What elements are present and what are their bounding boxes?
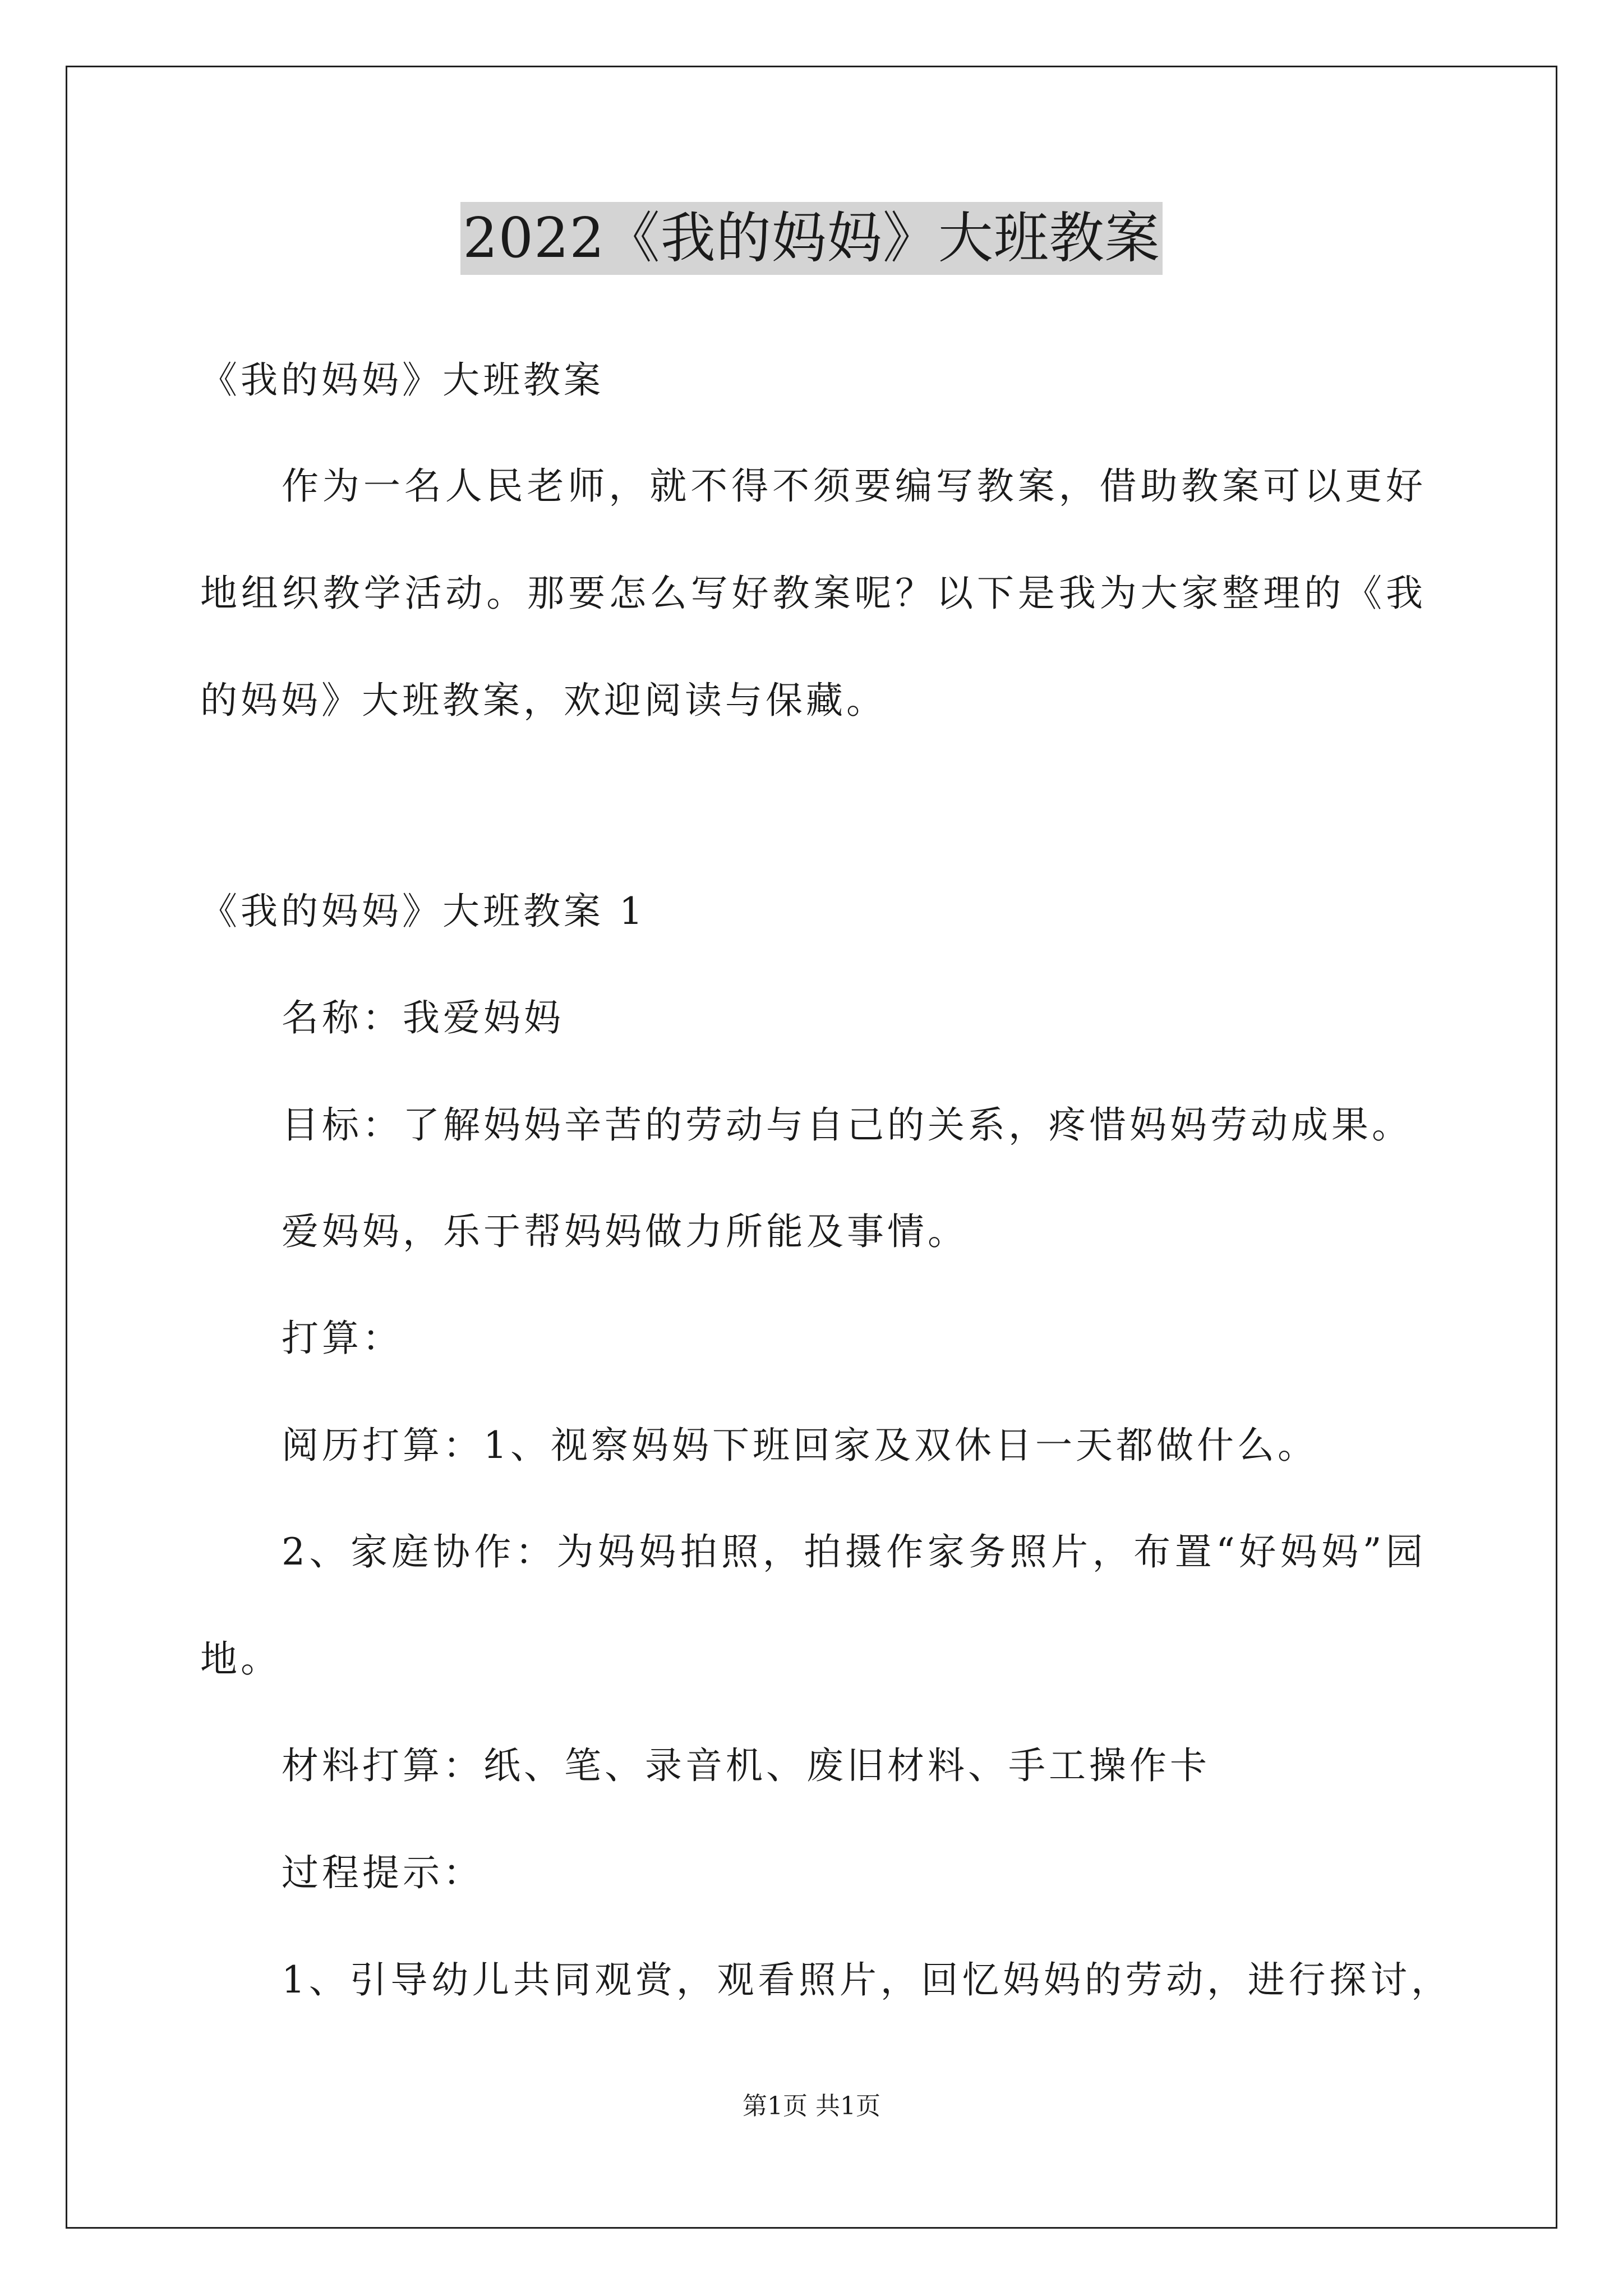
document-title: 2022《我的妈妈》大班教案	[460, 202, 1162, 275]
section-heading-1: 《我的妈妈》大班教案 1	[200, 890, 646, 933]
intro-line-1: 作为一名人民老师，就不得不须要编写教案，借助教案可以更好	[282, 464, 1423, 508]
family-cooperation-2: 地。	[200, 1637, 281, 1681]
family-cooperation-1: 2、家庭协作：为妈妈拍照，拍摄作家务照片，布置“好妈妈”园	[282, 1530, 1423, 1573]
process-step-1: 1、引导幼儿共同观赏，观看照片，回忆妈妈的劳动，进行探讨，	[282, 1958, 1448, 2001]
process-heading: 过程提示：	[282, 1851, 483, 1894]
intro-line-3: 的妈妈》大班教案，欢迎阅读与保藏。	[200, 679, 887, 722]
activity-goal-1: 目标：了解妈妈辛苦的劳动与自己的关系，疼惜妈妈劳动成果。	[282, 1103, 1412, 1147]
activity-goal-2: 爱妈妈，乐于帮妈妈做力所能及事情。	[282, 1210, 968, 1253]
title-container	[0, 202, 1623, 275]
page-footer: 第1页 共1页	[743, 2092, 880, 2120]
experience-preparation: 阅历打算：1、视察妈妈下班回家及双休日一天都做什么。	[282, 1424, 1318, 1467]
material-preparation: 材料打算：纸、笔、录音机、废旧材料、手工操作卡	[282, 1744, 1210, 1787]
preparation-heading: 打算：	[282, 1317, 403, 1360]
activity-name: 名称：我爱妈妈	[282, 996, 564, 1039]
subtitle: 《我的妈妈》大班教案	[200, 358, 604, 402]
intro-line-2: 地组织教学活动。那要怎么写好教案呢？以下是我为大家整理的《我	[200, 572, 1423, 615]
